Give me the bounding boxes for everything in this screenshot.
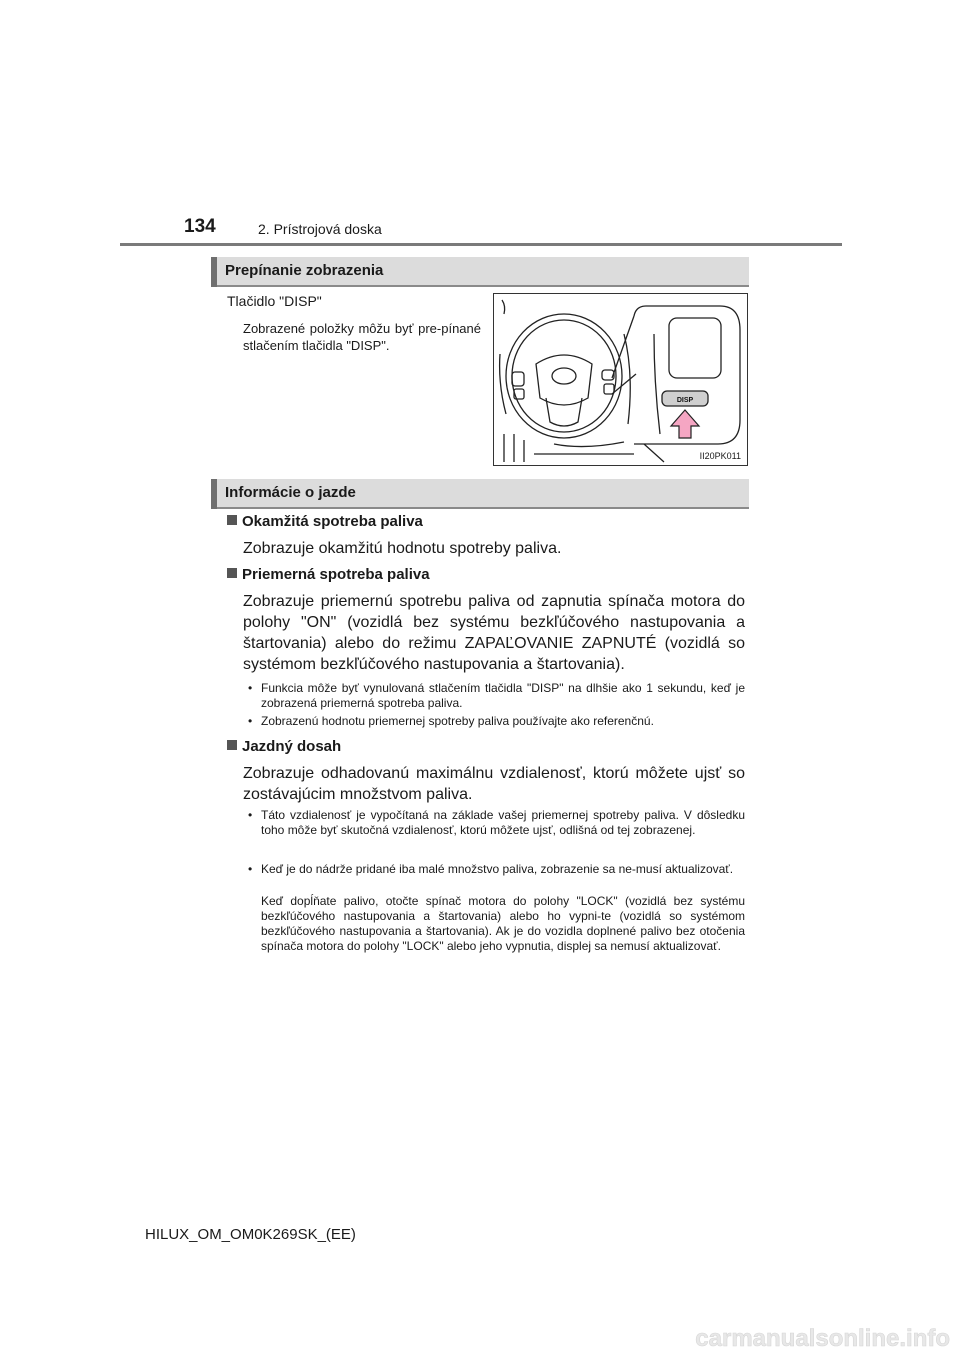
note-item [248,714,745,729]
note-item [248,862,745,877]
section-heading-bar [211,479,217,509]
note-continuation [248,894,745,954]
note-text: Táto vzdialenosť je vypočítaná na základe vašej priemernej spotreby paliva. V dôsledku toho môže byť skutočná vzdialenosť, ktorú môžete ujsť, odlišná od tej zobrazenej. [261,808,745,837]
bullet-dot: • [248,714,253,728]
watermark-text: carmanualsonline.info [695,1325,950,1352]
section-heading-driving-info [211,479,749,509]
square-bullet-icon [227,515,237,525]
watermark-logo [640,1318,955,1356]
note-text: Funkcia môže byť vynulovaná stlačením tlačidla "DISP" na dlhšie ako 1 sekundu, keď je zobrazená priemerná spotreba paliva. [261,681,745,710]
section-heading-display-switching [211,257,749,287]
item-heading-driving-range [227,738,341,755]
item-heading-text: Okamžitá spotreba paliva [242,513,423,530]
note-text: Keď dopĺňate palivo, otočte spínač motora do polohy "LOCK" (vozidlá bez systému bezkľúčového nastupovania a štartovania) alebo ho vypni-te (vozidlá so systémom bezkľúčového nastupovania a štartovania). Ak je do vozidla doplnené palivo bez otočenia spínača motora do polohy "LOCK" alebo jeho vypnutia, displej sa nemusí aktualizovať. [261,894,745,953]
item-heading-instant-consumption [227,513,423,530]
section-heading-text: Informácie o jazde [225,484,356,501]
figure-id: II20PK011 [699,451,741,461]
square-bullet-icon [227,568,237,578]
disp-button-description: Zobrazené položky môžu byť pre-pínané stlačením tlačidla "DISP". [243,321,481,353]
note-text: Keď je do nádrže pridané iba malé množstvo paliva, zobrazenie sa ne-musí aktualizovať. [261,862,734,876]
square-bullet-icon [227,740,237,750]
note-item [248,808,745,838]
item-text-driving-range: Zobrazuje odhadovanú maximálnu vzdialenosť, ktorú môžete ujsť so zostávajúcim množstvom paliva. [243,765,745,803]
steering-wheel-figure [493,293,748,466]
bullet-dot: • [248,681,253,695]
document-code: HILUX_OM_OM0K269SK_(EE) [145,1226,356,1243]
bullet-dot: • [248,808,253,822]
item-heading-average-consumption [227,566,430,583]
chapter-title: 2. Prístrojová doska [258,221,382,237]
disp-button-label: DISP [676,397,694,404]
item-heading-text: Priemerná spotreba paliva [242,566,430,583]
item-text-average-consumption: Zobrazuje priemernú spotrebu paliva od zapnutia spínača motora do polohy "ON" (vozidlá bez systému bezkľúčového nastupovania a štartovania) alebo do režimu ZAPAĽOVANIE ZAPNUTÉ (vozidlá so systémom bezkľúčového nastupovania a štartovania). [243,593,745,673]
section-heading-bar [211,257,217,287]
note-text: Zobrazenú hodnotu priemernej spotreby paliva používajte ako referenčnú. [261,714,654,728]
item-heading-text: Jazdný dosah [242,738,342,755]
item-text-instant-consumption: Zobrazuje okamžitú hodnotu spotreby paliva. [243,540,562,557]
section-heading-text: Prepínanie zobrazenia [225,262,384,279]
note-item [248,681,745,711]
page-number: 134 [184,216,216,237]
disp-button-title: Tlačidlo "DISP" [227,293,322,309]
press-arrow-icon [671,410,699,438]
steering-wheel-illustration [494,294,746,464]
bullet-dot: • [248,862,253,876]
header-rule [120,243,842,246]
